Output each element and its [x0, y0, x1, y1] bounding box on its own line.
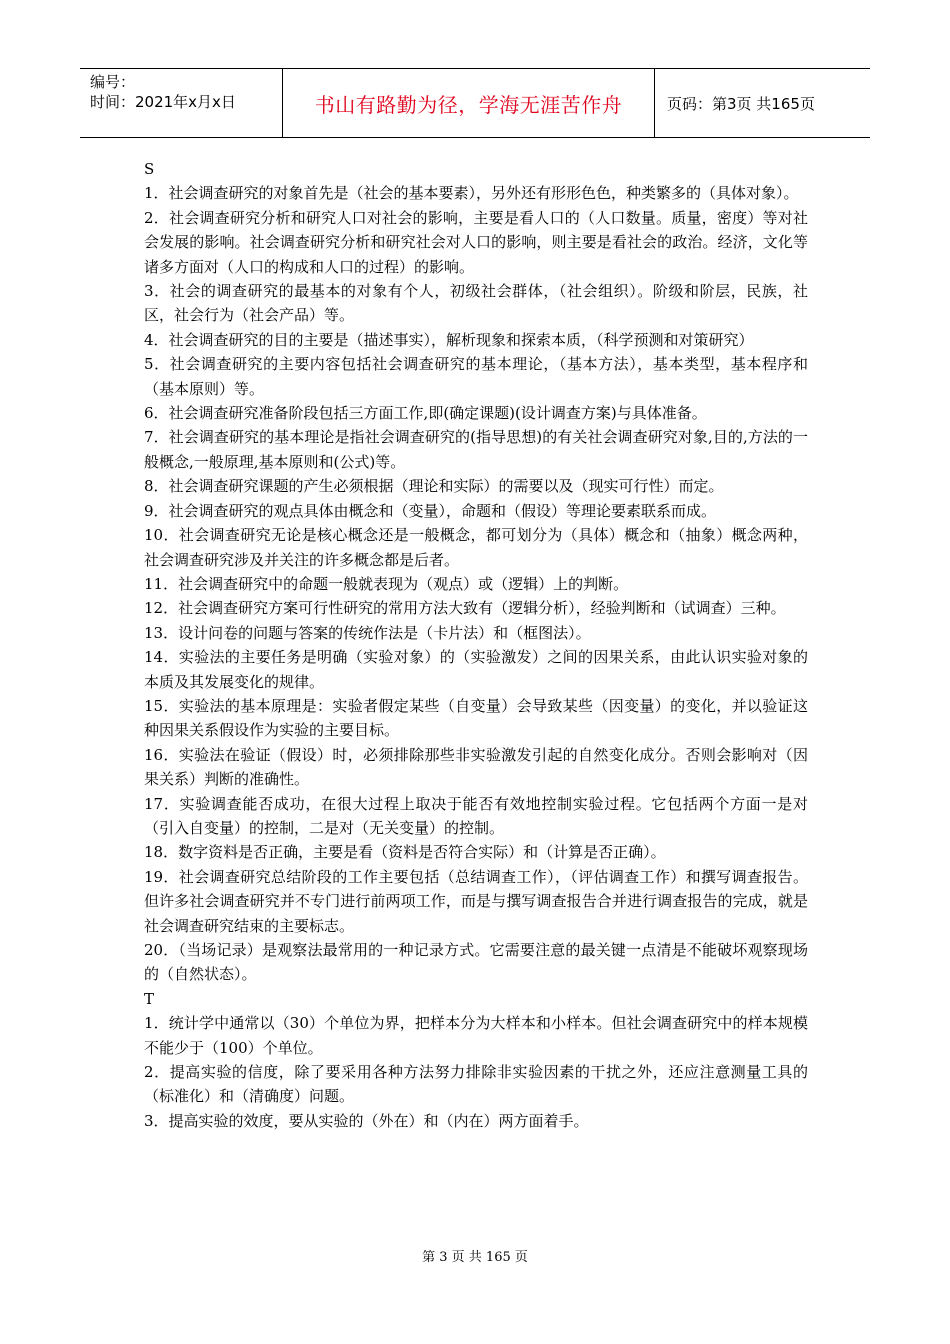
paragraph: 7．社会调查研究的基本理论是指社会调查研究的(指导思想)的有关社会调查研究对象,目的,方法的一般概念,一般原理,基本原则和(公式)等。	[144, 428, 808, 471]
paragraph: 14．实验法的主要任务是明确（实验对象）的（实验激发）之间的因果关系，由此认识实验对象的本质及其发展变化的规律。	[144, 648, 808, 691]
paragraph: 6．社会调查研究准备阶段包括三方面工作,即(确定课题)(设计调查方案)与具体准备。	[144, 404, 707, 423]
paragraph: 15．实验法的基本原理是：实验者假定某些（自变量）会导致某些（因变量）的变化，并以验证这种因果关系假设作为实验的主要目标。	[144, 696, 808, 740]
code-label: 编号：	[90, 73, 136, 91]
page-header	[80, 68, 870, 138]
paragraph: 16．实验法在验证（假设）时，必须排除那些非实验激发引起的自然变化成分。否则会影响对（因果关系）判断的准确性。	[144, 745, 808, 789]
header-motto: 书山有路勤为径，学海无涯苦作舟	[283, 69, 655, 137]
paragraph: 9．社会调查研究的观点具体由概念和（变量），命题和（假设）等理论要素联系而成。	[144, 501, 717, 520]
paragraph: 4．社会调查研究的目的主要是（描述事实），解析现象和探索本质，（科学预测和对策研究）	[144, 330, 754, 349]
paragraph: 17．实验调查能否成功，在很大过程上取决于能否有效地控制实验过程。它包括两个方面一是对（引入自变量）的控制，二是对（无关变量）的控制。	[144, 794, 808, 837]
paragraph: 19．社会调查研究总结阶段的工作主要包括（总结调查工作），（评估调查工作）和撰写调查报告。但许多社会调查研究并不专门进行前两项工作，而是与撰写调查报告合并进行调查报告的完成，就是社会调查研究结束的主要标志。	[144, 867, 808, 935]
section-heading: S	[144, 160, 155, 178]
document-body	[144, 157, 808, 1133]
paragraph: 2．社会调查研究分析和研究人口对社会的影响，主要是看人口的（人口数量。质量，密度）等对社会发展的影响。社会调查研究分析和研究社会对人口的影响，则主要是看社会的政治。经济，文化等诸多方面对（人口的构成和人口的过程）的影响。	[144, 208, 808, 276]
paragraph: 12．社会调查研究方案可行性研究的常用方法大致有（逻辑分析），经验判断和（试调查）三种。	[144, 599, 786, 618]
paragraph: 1．统计学中通常以（30）个单位为界，把样本分为大样本和小样本。但社会调查研究中的样本规模不能少于（100）个单位。	[144, 1014, 808, 1057]
header-meta	[80, 69, 283, 137]
paragraph: 10．社会调查研究无论是核心概念还是一般概念，都可划分为（具体）概念和（抽象）概念两种，社会调查研究涉及并关注的许多概念都是后者。	[144, 526, 808, 569]
paragraph: 5．社会调查研究的主要内容包括社会调查研究的基本理论，（基本方法），基本类型，基本程序和（基本原则）等。	[144, 355, 808, 398]
paragraph: 20．（当场记录）是观察法最常用的一种记录方式。它需要注意的最关键一点清是不能破坏观察现场的（自然状态）。	[144, 941, 808, 984]
paragraph: 3．社会的调查研究的最基本的对象有个人，初级社会群体，（社会组织）。阶级和阶层，民族，社区，社会行为（社会产品）等。	[144, 282, 808, 325]
paragraph: 3．提高实验的效度，要从实验的（外在）和（内在）两方面着手。	[144, 1111, 589, 1130]
paragraph: 2．提高实验的信度，除了要采用各种方法努力排除非实验因素的干扰之外，还应注意测量工具的（标准化）和（清确度）问题。	[144, 1063, 808, 1106]
page-footer: 第 3 页 共 165 页	[422, 1250, 528, 1265]
header-page-info: 页码：第3页 共165页	[667, 94, 815, 113]
paragraph: 18．数字资料是否正确，主要是看（资料是否符合实际）和（计算是否正确）。	[144, 843, 666, 862]
paragraph: 1．社会调查研究的对象首先是（社会的基本要素），另外还有形形色色，种类繁多的（具体对象）。	[144, 184, 799, 203]
date-label: 时间：2021年x月x日	[90, 93, 236, 111]
paragraph: 8．社会调查研究课题的产生必须根据（理论和实际）的需要以及（现实可行性）而定。	[144, 477, 724, 496]
section-heading: T	[144, 989, 155, 1008]
paragraph: 11．社会调查研究中的命题一般就表现为（观点）或（逻辑）上的判断。	[144, 574, 629, 593]
paragraph: 13．设计问卷的问题与答案的传统作法是（卡片法）和（框图法）。	[144, 623, 591, 642]
